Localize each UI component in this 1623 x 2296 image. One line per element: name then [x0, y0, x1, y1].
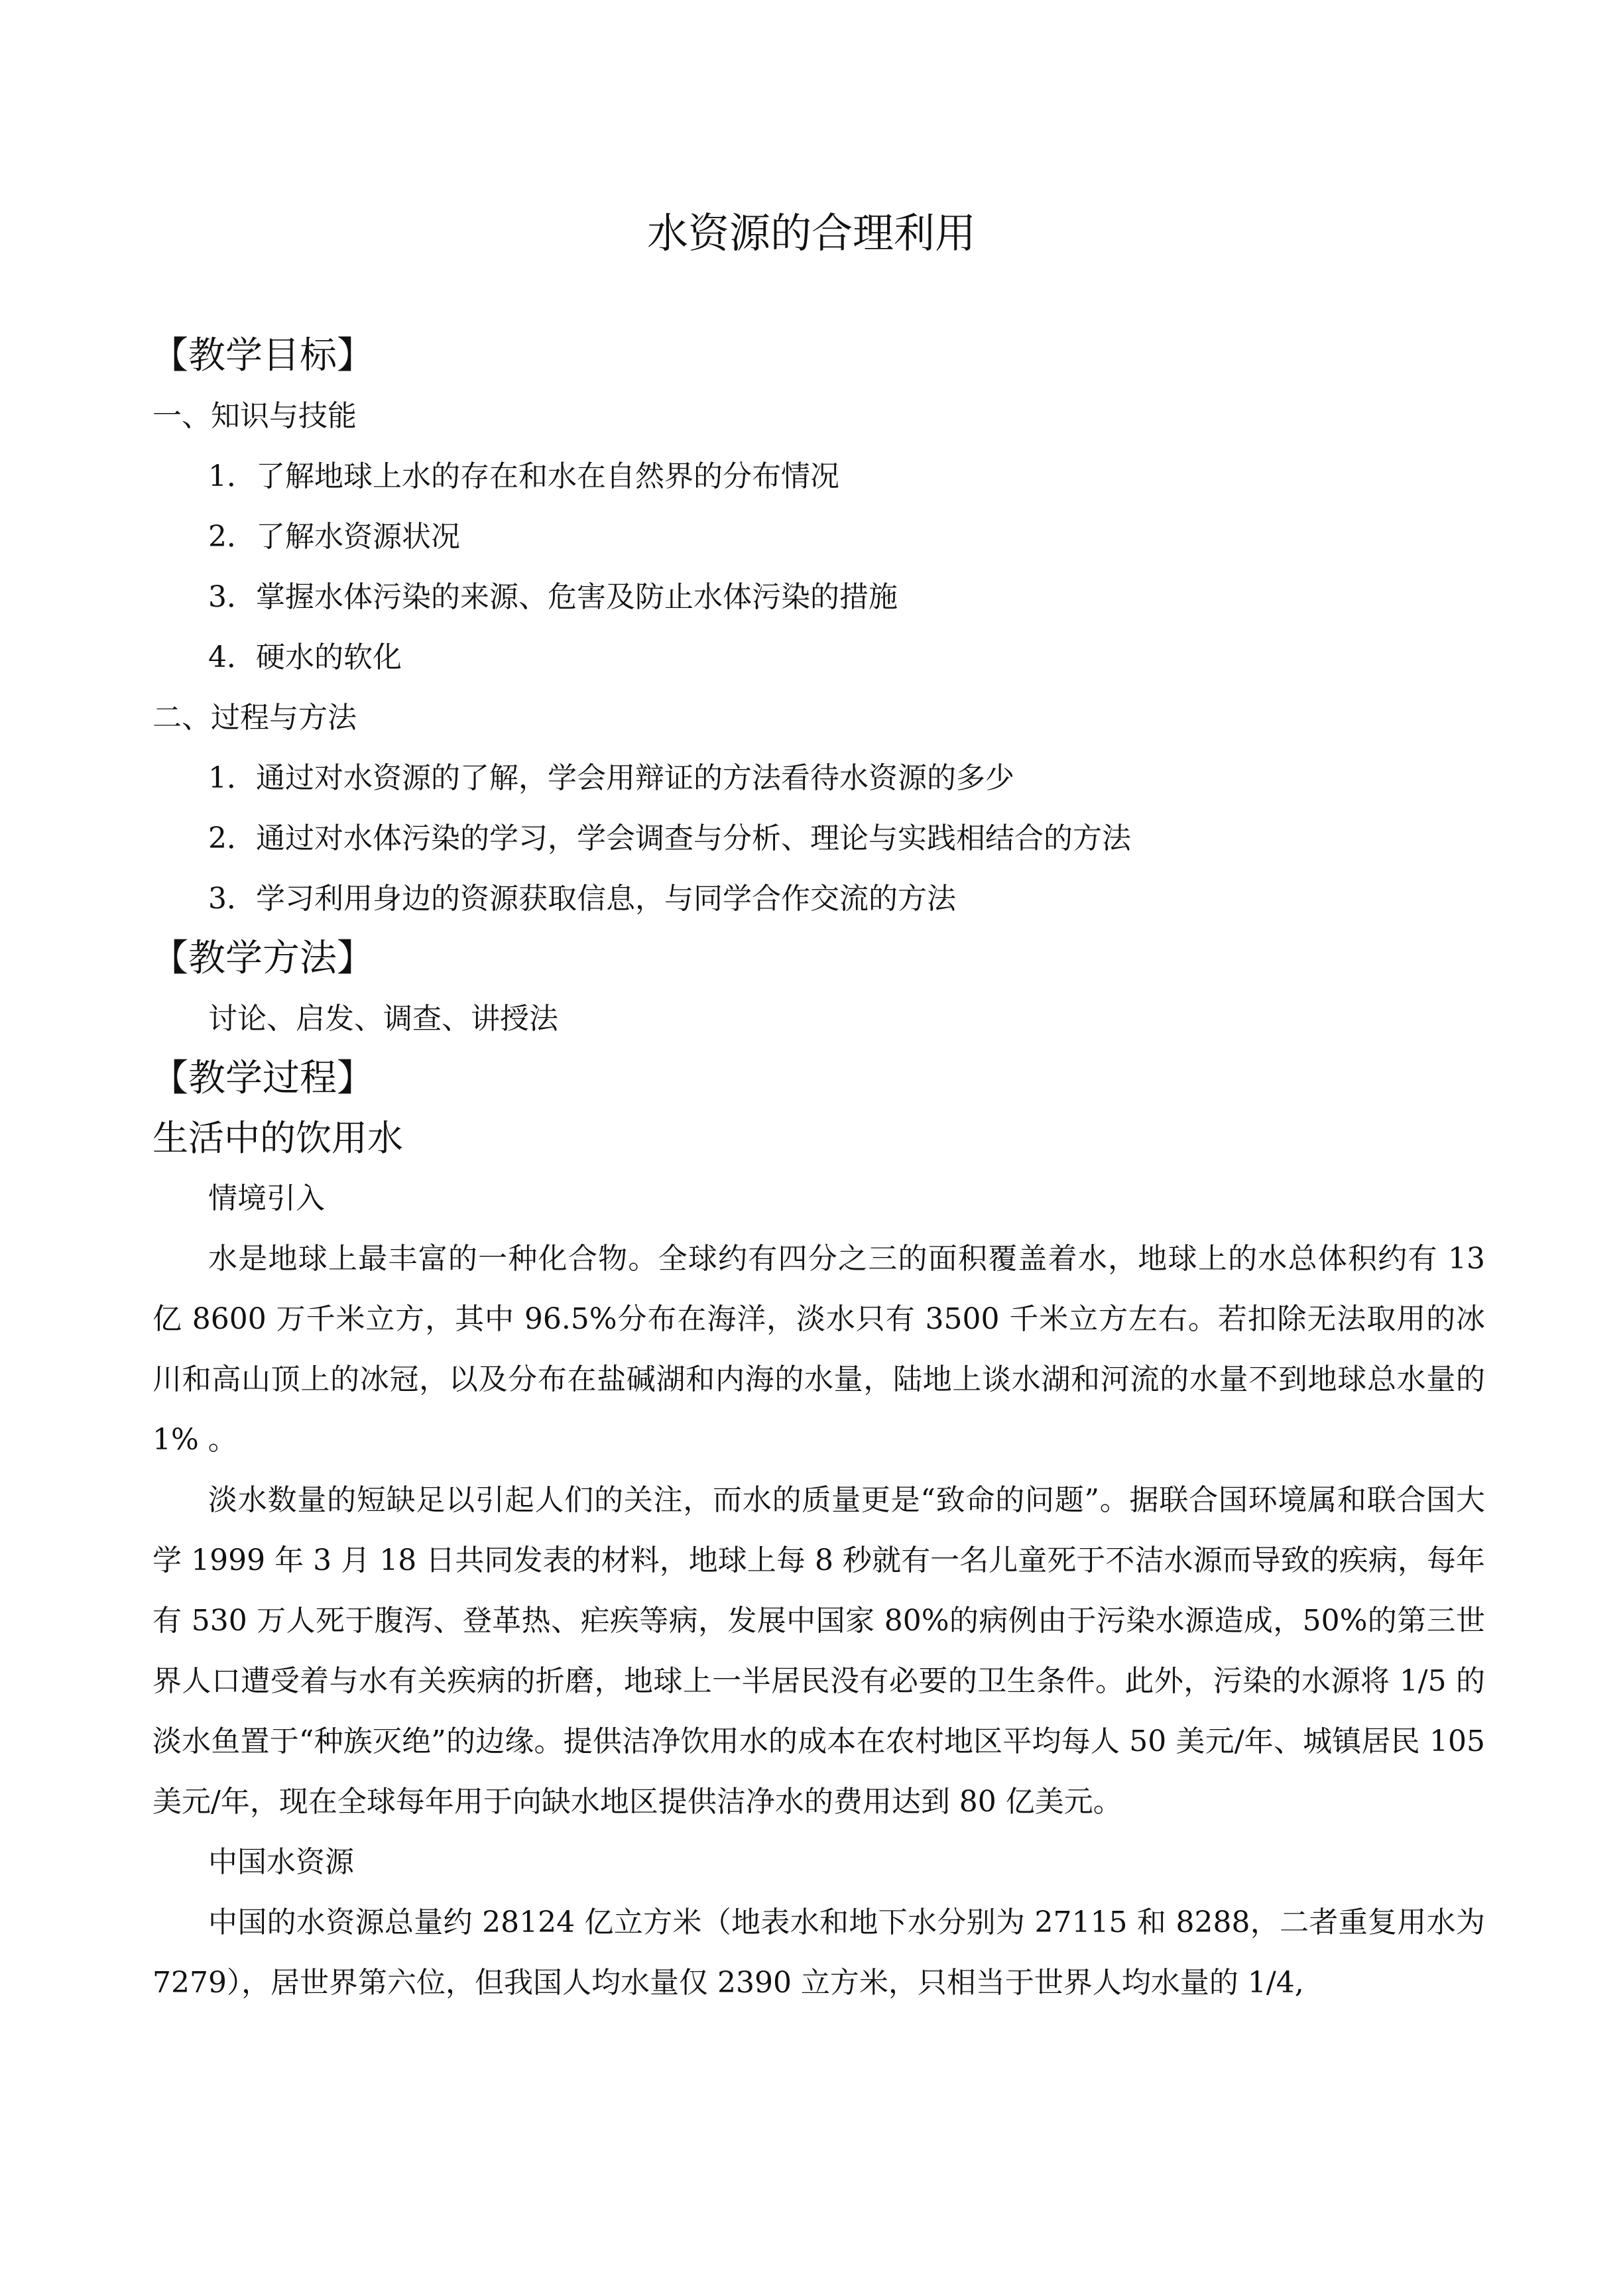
process-method-item: 3．学习利用身边的资源获取信息，与同学合作交流的方法	[208, 882, 956, 916]
knowledge-heading: 一、知识与技能	[152, 399, 357, 433]
process-method-item: 1．通过对水资源的了解，学会用辩证的方法看待水资源的多少	[208, 761, 1014, 795]
methods-heading: 【教学方法】	[151, 937, 374, 980]
intro-paragraph: 水是地球上最丰富的一种化合物。全球约有四分之三的面积覆盖着水，地球上的水总体积约有 13 亿 8600 万千米立方，其中 96.5%分布在海洋，淡水只有 3500 千米立方左右。若扣除无法取用的冰川和高山顶上的冰冠，以及分布在盐碱湖和内海的水量，陆地上谈水湖和河流的水量不到地球总水量的 1% 。	[152, 1242, 1485, 1457]
document-title: 水资源的合理利用	[646, 209, 976, 257]
knowledge-item: 3．掌握水体污染的来源、危害及防止水体污染的措施	[208, 580, 898, 614]
lesson-title: 生活中的饮用水	[152, 1117, 403, 1159]
document-body	[152, 326, 1485, 2013]
china-water-paragraph: 中国的水资源总量约 28124 亿立方米（地表水和地下水分别为 27115 和 8288，二者重复用水为 7279），居世界第六位，但我国人均水量仅 2390 立方米，只相当于世界人均水量的 1/4,	[152, 1905, 1485, 2000]
knowledge-item: 1．了解地球上水的存在和水在自然界的分布情况	[208, 459, 839, 493]
intro-paragraph: 淡水数量的短缺足以引起人们的关注，而水的质量更是“致命的问题”。据联合国环境属和联合国大学 1999 年 3 月 18 日共同发表的材料，地球上每 8 秒就有一名儿童死于不洁水源而导致的疾病，每年有 530 万人死于腹泻、登革热、疟疾等病，发展中国家 80%的病例由于污染水源造成，50%的第三世界人口遭受着与水有关疾病的折磨，地球上一半居民没有必要的卫生条件。此外，污染的水源将 1/5 的淡水鱼置于“种族灭绝”的边缘。提供洁净饮用水的成本在农村地区平均每人 50 美元/年、城镇居民 105 美元/年，现在全球每年用于向缺水地区提供洁净水的费用达到 80 亿美元。	[152, 1483, 1486, 1819]
process-method-heading: 二、过程与方法	[152, 701, 357, 735]
process-method-item: 2．通过对水体污染的学习，学会调查与分析、理论与实践相结合的方法	[208, 821, 1131, 855]
knowledge-item: 2．了解水资源状况	[208, 520, 460, 554]
teaching-process-heading: 【教学过程】	[151, 1057, 374, 1100]
knowledge-item: 4．硬水的软化	[208, 640, 402, 674]
intro-label: 情境引入	[208, 1181, 325, 1215]
china-water-label: 中国水资源	[208, 1845, 354, 1879]
goals-heading: 【教学目标】	[151, 334, 374, 377]
methods-text: 讨论、启发、调查、讲授法	[208, 1002, 558, 1036]
